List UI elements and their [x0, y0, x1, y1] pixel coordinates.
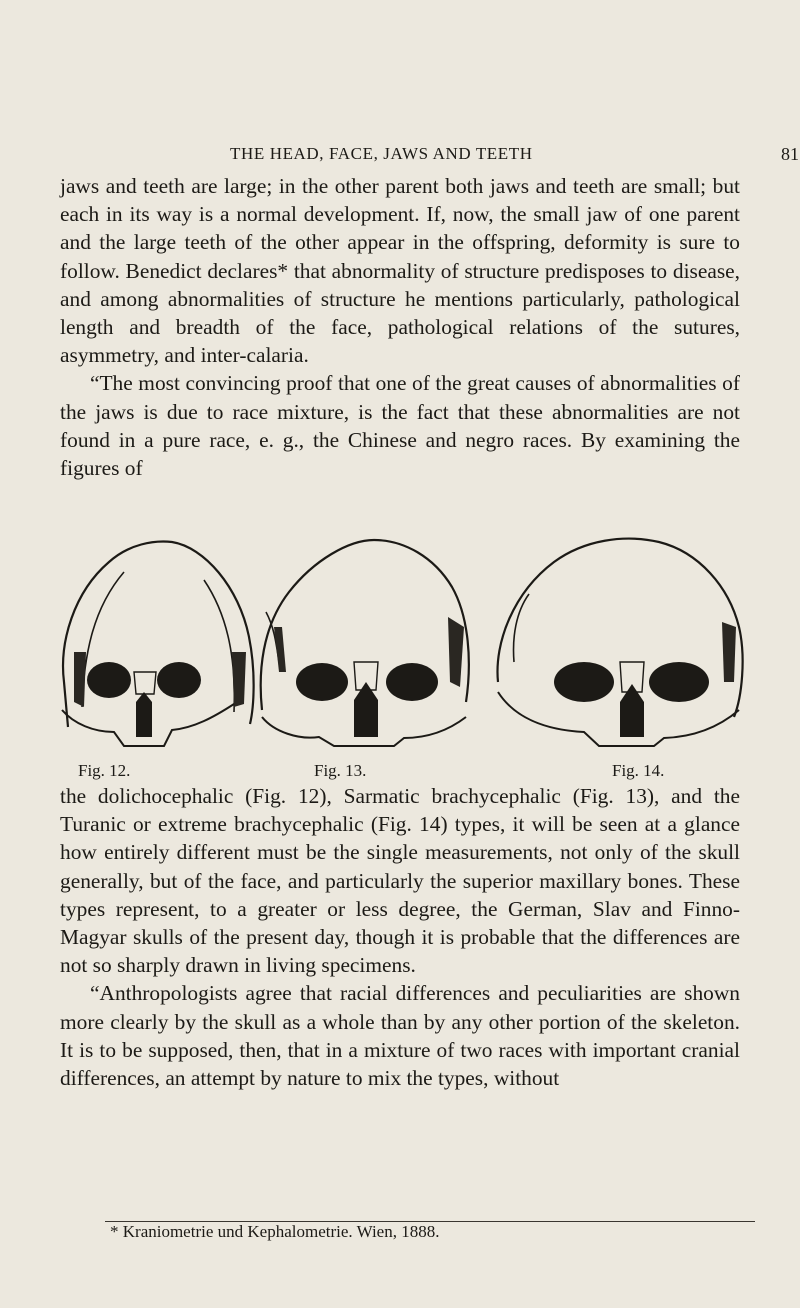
paragraph: jaws and teeth are large; in the other parent both jaws and teeth are small; but each in its way is a normal development. If, now, the small jaw of one parent and the large teeth of the other appear in the offspring, deformity is sure to follow. Benedict declares* that abnormality of structure predisposes to disease, and among abnormalities of structure he mentions particularly, pathological length and breadth of the face, pathological relations of the sutures, asymmetry, and inter-calaria. — [60, 174, 740, 368]
paragraph: the dolichocephalic (Fig. 12), Sarmatic brachycephalic (Fig. 13), and the Turanic or extreme brachycephalic (Fig. 14) types, it will be seen at a glance how entirely different must be the single measurements, not only of the skull generally, but of the face, and particularly the superior maxillary bones. These types represent, to a greater or less degree, the German, Slav and Finno-Magyar skulls of the present day, though it is probable that the differences are not so sharply drawn in living specimens. — [60, 784, 740, 978]
running-head — [230, 144, 799, 168]
paragraph: “Anthropologists agree that racial differences and peculiarities are shown more clearly by the skull as a whole than by any other portion of the skeleton. It is to be supposed, then, that in a mixture of two races with important cranial differences, an attempt by nature to mix the types, without — [60, 981, 740, 1091]
footnote: * Kraniometrie und Kephalometrie. Wien, 1888. — [110, 1222, 440, 1241]
text-block-top — [60, 172, 740, 482]
figure-13 — [254, 532, 484, 780]
turanic-brachycephalic-skull-illustration — [484, 532, 754, 760]
dolichocephalic-skull-illustration — [54, 532, 259, 760]
sarmatic-brachycephalic-skull-illustration — [254, 532, 484, 760]
figure-caption: Fig. 14. — [612, 761, 665, 780]
text-block-bottom — [60, 782, 740, 1092]
figure-caption: Fig. 13. — [314, 761, 367, 780]
figure-12 — [54, 532, 259, 780]
paragraph: “The most convincing proof that one of the great causes of abnormalities of the jaws is due to race mixture, is the fact that these abnormalities are not found in a pure race, e. g., the Chinese and negro races. By examining the figures of — [60, 371, 740, 481]
skull-figures — [54, 532, 754, 782]
figure-caption: Fig. 12. — [78, 761, 131, 780]
page-number: 81 — [781, 144, 799, 164]
figure-14 — [484, 532, 754, 780]
running-title: THE HEAD, FACE, JAWS AND TEETH — [230, 144, 533, 163]
